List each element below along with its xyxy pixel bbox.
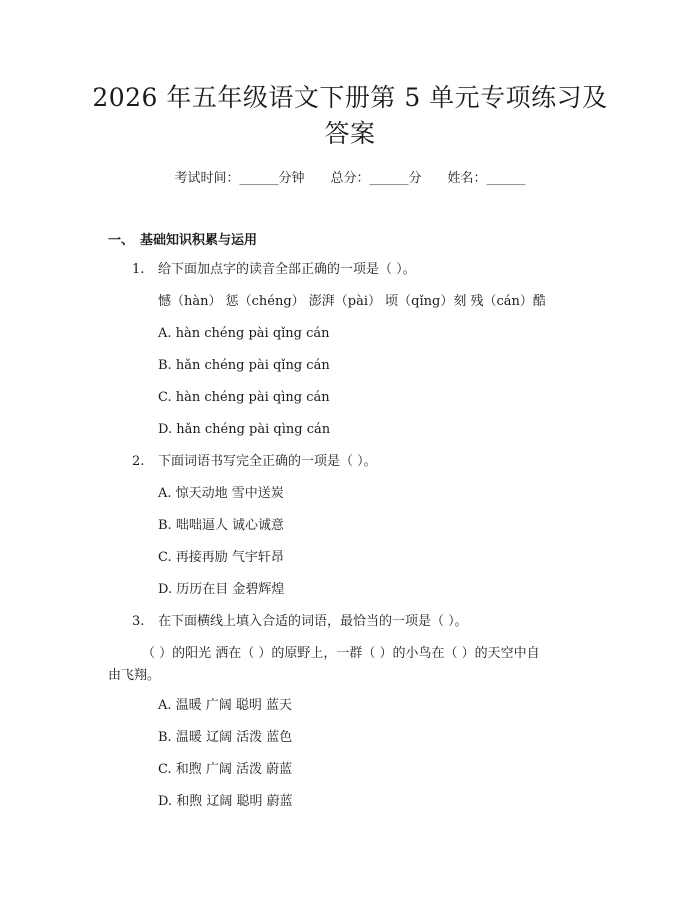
question-3-option-a: A. 温暖 广阔 聪明 蓝天 xyxy=(158,698,293,713)
question-1-option-d: D. hǎn chéng pài qìng cán xyxy=(158,422,331,437)
question-2-text: 下面词语书写完全正确的一项是（ ）。 xyxy=(158,454,377,469)
question-3-text: 在下面横线上填入合适的词语，最恰当的一项是（ ）。 xyxy=(158,614,468,629)
section-title: 基础知识积累与运用 xyxy=(140,233,258,248)
title-line-2: 答案 xyxy=(324,119,376,148)
question-2-option-a: A. 惊天动地 雪中送炭 xyxy=(158,486,284,501)
question-3-option-b: B. 温暖 辽阔 活泼 蓝色 xyxy=(158,730,293,745)
question-3-passage-line-2: 由飞翔。 xyxy=(108,668,161,683)
name-field: 姓名：______ xyxy=(447,171,526,186)
question-3-passage xyxy=(108,643,598,687)
section-number: 一、 xyxy=(108,233,135,248)
section-heading xyxy=(108,229,257,248)
question-1-number: 1. xyxy=(132,262,145,277)
question-1-option-c: C. hàn chéng pài qìng cán xyxy=(158,390,330,405)
question-2-option-b: B. 咄咄逼人 诚心诚意 xyxy=(158,518,284,533)
question-3-number: 3. xyxy=(132,614,145,629)
question-1-text: 给下面加点字的读音全部正确的一项是（ ）。 xyxy=(158,262,416,277)
question-2-stem xyxy=(132,452,377,472)
exam-time-field: 考试时间：______分钟 xyxy=(174,171,305,186)
question-2-option-d: D. 历历在目 金碧辉煌 xyxy=(158,582,285,597)
question-1-words: 憾（hàn） 惩（chéng） 澎湃（pài） 顷（qǐng）刻 残（cán）酷 xyxy=(158,294,546,309)
question-1-option-b: B. hǎn chéng pài qǐng cán xyxy=(158,358,330,373)
title-line-1: 2026 年五年级语文下册第 5 单元专项练习及 xyxy=(92,83,608,112)
document-title xyxy=(60,80,640,152)
question-3-passage-line-1: （ ）的阳光 洒在（ ）的原野上，一群（ ）的小鸟在（ ）的天空中自 xyxy=(142,646,540,661)
question-1-option-a: A. hàn chéng pài qǐng cán xyxy=(158,326,330,341)
question-3-option-c: C. 和煦 广阔 活泼 蔚蓝 xyxy=(158,762,293,777)
question-2-number: 2. xyxy=(132,454,145,469)
question-3-stem xyxy=(132,612,468,632)
exam-meta xyxy=(0,170,700,188)
question-2-option-c: C. 再接再励 气宇轩昂 xyxy=(158,550,284,565)
total-score-field: 总分：______分 xyxy=(330,171,422,186)
question-3-option-d: D. 和煦 辽阔 聪明 蔚蓝 xyxy=(158,794,293,809)
question-1-stem xyxy=(132,260,416,280)
